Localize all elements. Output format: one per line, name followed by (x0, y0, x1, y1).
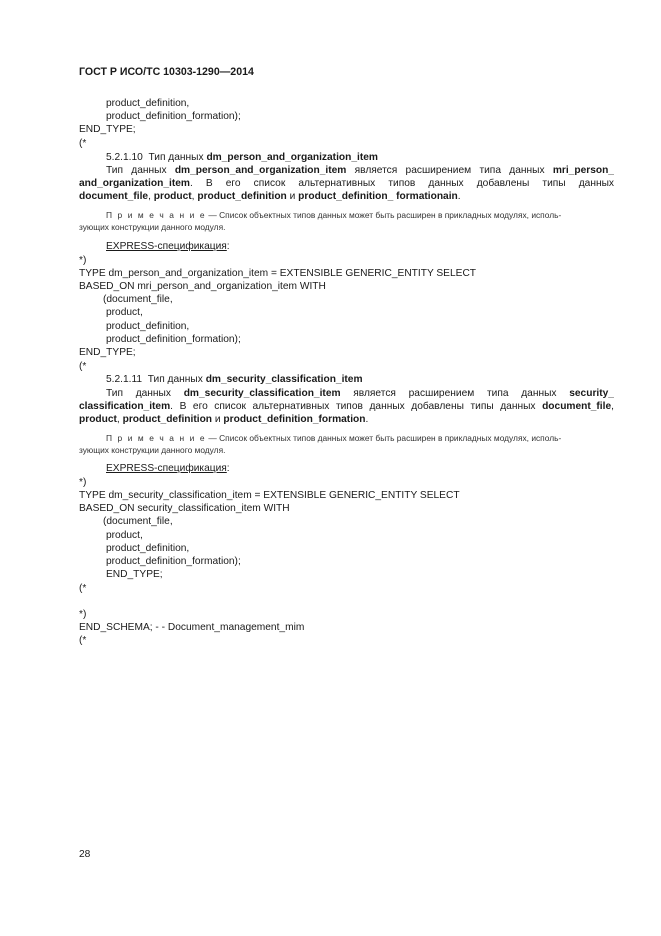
note-text: — Список объектных типов данных может быть расширен в прикладных модулях, исполь- (206, 210, 562, 220)
code-line: END_TYPE; (106, 569, 163, 580)
section-heading-type-name: dm_person_and_organization_item (206, 152, 378, 163)
section-heading-prefix: Тип данных (148, 152, 204, 163)
note-label: П р и м е ч а н и е (106, 210, 207, 220)
code-line: product, (106, 530, 143, 541)
note-text: — Список объектных типов данных может быть расширен в прикладных модулях, исполь- (206, 433, 562, 443)
code-line: product, (106, 307, 143, 318)
code-line: (document_file, (103, 294, 173, 305)
code-line: product_definition_formation); (106, 111, 241, 122)
code-line: BASED_ON mri_person_and_organization_item WITH (79, 281, 326, 292)
section-number: 5.2.1.11 (106, 374, 143, 385)
note-line: зующих конструкции данного модуля. (79, 445, 226, 455)
code-line: product_definition, (106, 321, 190, 332)
code-line: product_definition, (106, 98, 190, 109)
code-line: *) (79, 255, 87, 266)
section-heading (106, 151, 378, 164)
note-line: зующих конструкции данного модуля. (79, 222, 226, 232)
page-number: 28 (79, 849, 91, 860)
code-line: product_definition_formation); (106, 334, 241, 345)
section-number: 5.2.1.10 (106, 152, 143, 163)
paragraph-line: and_organization_item. В его список альтернативных типов данных добавлены типы данных (79, 178, 614, 189)
code-line: TYPE dm_person_and_organization_item = EXTENSIBLE GENERIC_ENTITY SELECT (79, 268, 477, 279)
code-line: *) (79, 609, 87, 620)
code-line: END_TYPE; (79, 347, 136, 358)
page-header-title: ГОСТ Р ИСО/ТС 10303-1290—2014 (79, 66, 254, 78)
code-line: TYPE dm_security_classification_item = EXTENSIBLE GENERIC_ENTITY SELECT (79, 490, 460, 501)
paragraph-line: classification_item. В его список альтернативных типов данных добавлены типы данных document_file, (79, 401, 614, 412)
section-heading-type-name: dm_security_classification_item (205, 374, 363, 385)
code-line: *) (79, 477, 87, 488)
paragraph-line: Тип данных dm_person_and_organization_item является расширением типа данных mri_person_ (106, 165, 614, 176)
code-line: product_definition_formation); (106, 556, 241, 567)
express-spec-label: EXPRESS-спецификация: (106, 463, 230, 474)
code-line: (* (79, 583, 87, 594)
note-label: П р и м е ч а н и е (106, 433, 207, 443)
code-line: END_TYPE; (79, 124, 136, 135)
code-line: (document_file, (103, 516, 173, 527)
paragraph-line: product, product_definition и product_definition_formation. (79, 414, 369, 425)
code-line: (* (79, 138, 87, 149)
section-heading (106, 373, 363, 386)
paragraph-line: Тип данных dm_security_classification_item является расширением типа данных security_ (106, 388, 614, 399)
code-line: (* (79, 635, 87, 646)
code-line: (* (79, 361, 87, 372)
section-heading-prefix: Тип данных (147, 374, 203, 385)
code-line: product_definition, (106, 543, 190, 554)
code-line: BASED_ON security_classification_item WITH (79, 503, 290, 514)
paragraph-line: document_file, product, product_definition и product_definition_ formationain. (79, 191, 461, 202)
code-line: END_SCHEMA; - - Document_management_mim (79, 622, 305, 633)
express-spec-label: EXPRESS-спецификация: (106, 241, 230, 252)
